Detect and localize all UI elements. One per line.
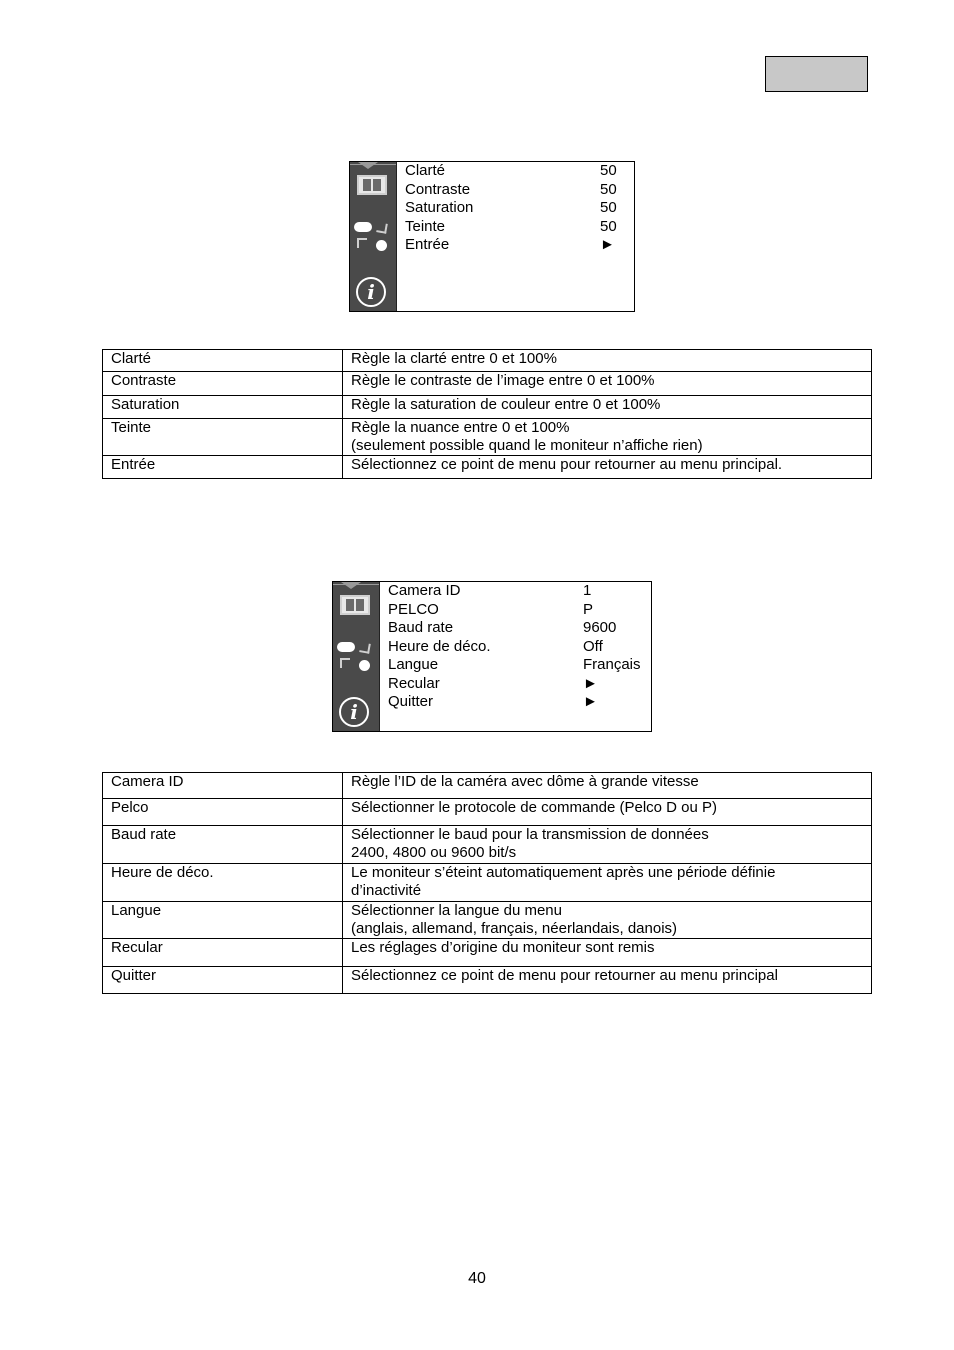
table-key: Heure de déco. [103, 864, 343, 902]
osd-row-recular[interactable] [380, 675, 651, 694]
osd-label: Contraste [405, 180, 471, 198]
osd-row-quitter[interactable] [380, 693, 651, 712]
osd-value: 50 [600, 217, 617, 235]
osd-settings-items [380, 582, 651, 731]
osd-row-baud-rate[interactable] [380, 619, 651, 638]
table-row [103, 350, 872, 372]
osd-row-pelco[interactable] [380, 601, 651, 620]
info-icon: i [339, 697, 369, 727]
arrow-right-icon: ► [583, 693, 598, 710]
osd-value: 9600 [583, 619, 617, 636]
table-key: Langue [103, 902, 343, 939]
table-row [103, 799, 872, 826]
osd-row-contraste[interactable] [397, 181, 634, 200]
osd-row-langue[interactable] [380, 656, 651, 675]
osd-picture-items [397, 162, 634, 311]
osd-value: P [583, 600, 594, 618]
osd-row-teinte[interactable] [397, 218, 634, 237]
osd-value: 50 [600, 180, 617, 198]
osd-label: Langue [388, 656, 439, 673]
osd-label: Teinte [405, 217, 446, 235]
table-row [103, 372, 872, 396]
table-key: Camera ID [103, 773, 343, 799]
osd-settings-menu [332, 581, 652, 732]
table-row [103, 939, 872, 967]
table-desc: Le moniteur s’éteint automatiquement après une période définie d’inactivité [343, 864, 872, 902]
osd-row-saturation[interactable] [397, 199, 634, 218]
table-desc: Règle la clarté entre 0 et 100% [343, 350, 872, 372]
table-desc: Règle la nuance entre 0 et 100% (seulement possible quand le moniteur n’affiche rien) [343, 419, 872, 456]
table-row [103, 456, 872, 479]
table-key: Quitter [103, 967, 343, 994]
table-row [103, 773, 872, 799]
table-key: Baud rate [103, 826, 343, 864]
table-desc: Sélectionner le baud pour la transmission de données 2400, 4800 ou 9600 bit/s [343, 826, 872, 864]
info-icon: i [356, 277, 386, 307]
table-key: Recular [103, 939, 343, 967]
osd-row-heure-deco[interactable] [380, 638, 651, 657]
osd-row-camera-id[interactable] [380, 582, 651, 601]
table-key: Entrée [103, 456, 343, 479]
table-key: Teinte [103, 419, 343, 456]
table-row [103, 396, 872, 419]
osd-value: Français [583, 656, 641, 673]
picture-icon [340, 595, 370, 615]
table-key: Contraste [103, 372, 343, 396]
tab-notch-icon [358, 162, 378, 169]
table-desc: Sélectionnez ce point de menu pour retourner au menu principal [343, 967, 872, 994]
table-desc: Règle le contraste de l’image entre 0 et 100% [343, 372, 872, 396]
table-row [103, 967, 872, 994]
table-desc: Les réglages d’origine du moniteur sont remis [343, 939, 872, 967]
osd-label: Saturation [405, 199, 474, 216]
table-desc: Règle la saturation de couleur entre 0 et 100% [343, 396, 872, 419]
tab-notch-icon [341, 582, 361, 589]
header-tab-box [765, 56, 868, 92]
table-key: Clarté [103, 350, 343, 372]
settings-icon [335, 640, 377, 676]
osd-row-clarte[interactable] [397, 162, 634, 181]
table-row [103, 902, 872, 939]
page-number: 40 [468, 1270, 486, 1287]
osd-label: Entrée [405, 236, 450, 253]
osd-value: 50 [600, 162, 617, 179]
osd-row-entree[interactable] [397, 236, 634, 255]
osd-label: Quitter [388, 693, 434, 710]
picture-icon [357, 175, 387, 195]
arrow-right-icon: ► [583, 674, 598, 692]
settings-description-table [102, 772, 872, 994]
osd-label: Camera ID [388, 582, 461, 599]
osd-value: 50 [600, 199, 617, 216]
osd-sidebar [333, 582, 380, 731]
table-desc: Sélectionnez ce point de menu pour retourner au menu principal. [343, 456, 872, 479]
osd-sidebar [350, 162, 397, 311]
osd-label: Heure de déco. [388, 637, 491, 655]
osd-value: Off [583, 637, 603, 655]
table-row [103, 864, 872, 902]
settings-icon [352, 220, 394, 256]
osd-label: Baud rate [388, 619, 454, 636]
osd-picture-menu [349, 161, 635, 312]
osd-label: Clarté [405, 162, 446, 179]
table-row [103, 826, 872, 864]
picture-description-table [102, 349, 872, 479]
arrow-right-icon: ► [600, 236, 615, 253]
table-desc: Sélectionner le protocole de commande (Pelco D ou P) [343, 799, 872, 826]
table-desc: Règle l’ID de la caméra avec dôme à grande vitesse [343, 773, 872, 799]
table-key: Pelco [103, 799, 343, 826]
table-desc: Sélectionner la langue du menu (anglais, allemand, français, néerlandais, danois) [343, 902, 872, 939]
table-row [103, 419, 872, 456]
osd-label: PELCO [388, 600, 439, 618]
osd-label: Recular [388, 674, 440, 692]
table-key: Saturation [103, 396, 343, 419]
osd-value: 1 [583, 582, 592, 599]
